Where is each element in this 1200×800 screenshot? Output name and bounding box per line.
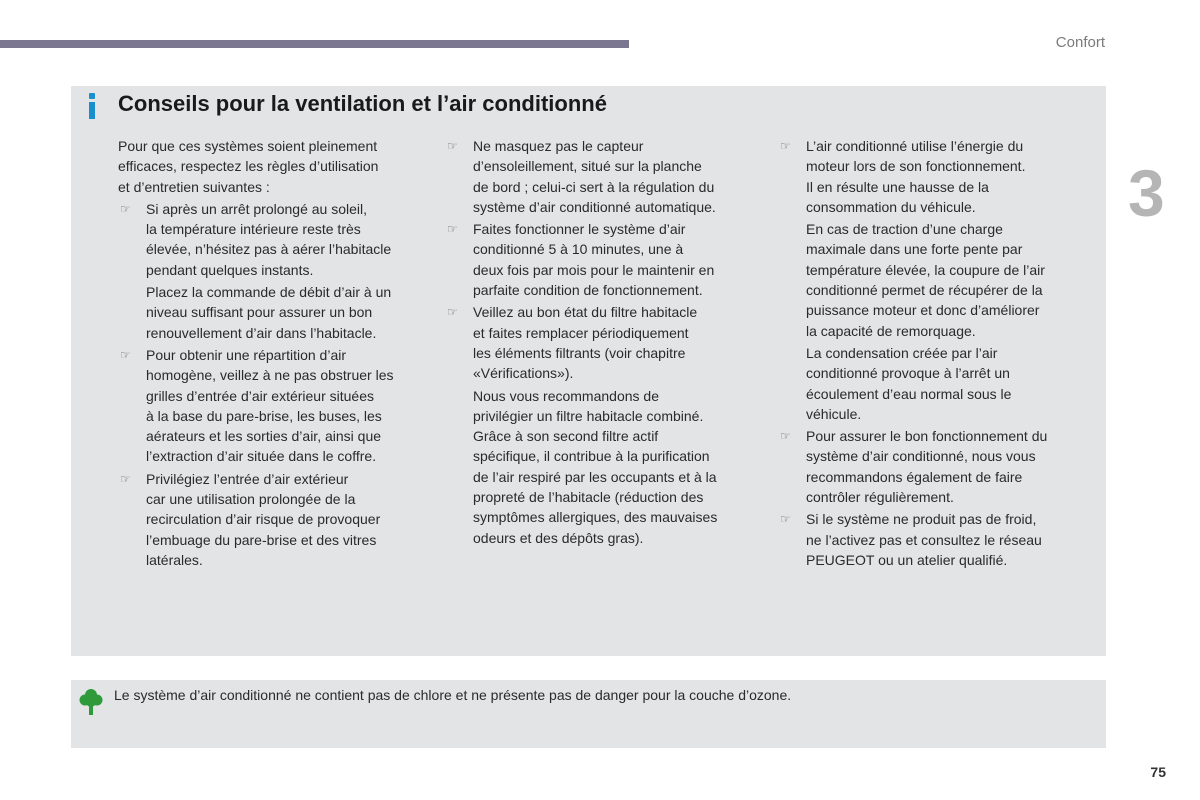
tree-icon bbox=[79, 687, 103, 715]
pointing-hand-icon: ☞ bbox=[780, 512, 791, 527]
bullet-text: Si le système ne produit pas de froid, ne l’activez pas et consultez le réseau PEUGEOT ou un atelier qualifié. bbox=[806, 511, 1042, 568]
bullet-item bbox=[778, 426, 1088, 507]
sub-paragraph: Nous vous recommandons de privilégier un filtre habitacle combiné. Grâce à son second filtre actif spécifique, il contribue à la purification de l’air respiré par les occupants et à la propreté de l’habitacle (réduction des symptômes allergiques, des mauvaises odeurs et des dépôts gras). bbox=[473, 387, 718, 546]
page-number: 75 bbox=[1150, 764, 1166, 780]
panel-title: Conseils pour la ventilation et l’air conditionné bbox=[118, 91, 607, 116]
info-icon bbox=[87, 93, 97, 119]
header-accent-bar bbox=[0, 40, 629, 48]
column-2 bbox=[445, 136, 750, 550]
pointing-hand-icon: ☞ bbox=[447, 305, 458, 320]
bullet-text: Si après un arrêt prolongé au soleil, la température intérieure reste très élevée, n’hésitez pas à aérer l’habitacle pendant quelques instants. bbox=[146, 200, 392, 278]
sub-paragraph: En cas de traction d’une charge maximale dans une forte pente par température élevée, la coupure de l’air conditionné permet de récupérer de la puissance moteur et donc d’améliorer la capacité de remorquage. bbox=[806, 221, 1045, 339]
bullet-item bbox=[118, 345, 423, 467]
bullet-item bbox=[445, 302, 750, 383]
pointing-hand-icon: ☞ bbox=[120, 471, 131, 486]
column-3 bbox=[778, 136, 1088, 572]
pointing-hand-icon: ☞ bbox=[447, 139, 458, 153]
environment-note-panel bbox=[71, 680, 1106, 748]
bullet-item bbox=[445, 136, 750, 217]
pointing-hand-icon: ☞ bbox=[780, 139, 791, 153]
bullet-text: Pour assurer le bon fonctionnement du système d’air conditionné, nous vous recommandons également de faire contrôler régulièrement. bbox=[806, 428, 1048, 506]
sub-paragraph: La condensation créée par l’air conditionné provoque à l’arrêt un écoulement d’eau normal sous le véhicule. bbox=[806, 344, 1012, 422]
pointing-hand-icon: ☞ bbox=[120, 201, 131, 216]
bullet-item bbox=[445, 219, 750, 300]
intro-paragraph: Pour que ces systèmes soient pleinement efficaces, respectez les règles d’utilisation et d’entretien suivantes : bbox=[118, 138, 379, 195]
bullet-text: Veillez au bon état du filtre habitacle et faites remplacer périodiquement les éléments filtrants (voir chapitre «Vérifications»). bbox=[473, 304, 698, 382]
sub-paragraph: Placez la commande de débit d’air à un niveau suffisant pour assurer un bon renouvellement d’air dans l’habitacle. bbox=[146, 284, 392, 341]
bullet-text: Faites fonctionner le système d’air conditionné 5 à 10 minutes, une à deux fois par mois pour le maintenir en parfaite condition de fonctionnement. bbox=[473, 221, 715, 299]
chapter-number: 3 bbox=[1128, 156, 1165, 230]
section-title: Confort bbox=[1055, 34, 1105, 51]
bullet-item bbox=[118, 469, 423, 570]
pointing-hand-icon: ☞ bbox=[780, 429, 791, 444]
bullet-text: Ne masquez pas le capteur d’ensoleillement, situé sur la planche de bord ; celui-ci sert à la régulation du système d’air conditionné automatique. bbox=[473, 138, 716, 215]
bullet-text: L’air conditionné utilise l’énergie du moteur lors de son fonctionnement. Il en résulte une hausse de la consommation du véhicule. bbox=[806, 138, 1026, 215]
environment-note-text: Le système d’air conditionné ne contient pas de chlore et ne présente pas de danger pour la couche d’ozone. bbox=[114, 687, 792, 703]
pointing-hand-icon: ☞ bbox=[120, 347, 131, 362]
column-1 bbox=[118, 136, 423, 572]
bullet-item bbox=[778, 509, 1088, 570]
bullet-text: Privilégiez l’entrée d’air extérieur car une utilisation prolongée de la recirculation d’air risque de provoquer l’embuage du pare-brise et des vitres latérales. bbox=[146, 470, 381, 568]
bullet-item bbox=[778, 136, 1088, 217]
bullet-item bbox=[118, 199, 423, 280]
bullet-text: Pour obtenir une répartition d’air homogène, veillez à ne pas obstruer les grilles d’entrée d’air extérieur situées à la base du pare-brise, les buses, les aérateurs et les sorties d’air, ainsi que l’extraction d’air située dans le coffre. bbox=[146, 346, 394, 465]
pointing-hand-icon: ☞ bbox=[447, 222, 458, 237]
info-panel bbox=[71, 86, 1106, 656]
